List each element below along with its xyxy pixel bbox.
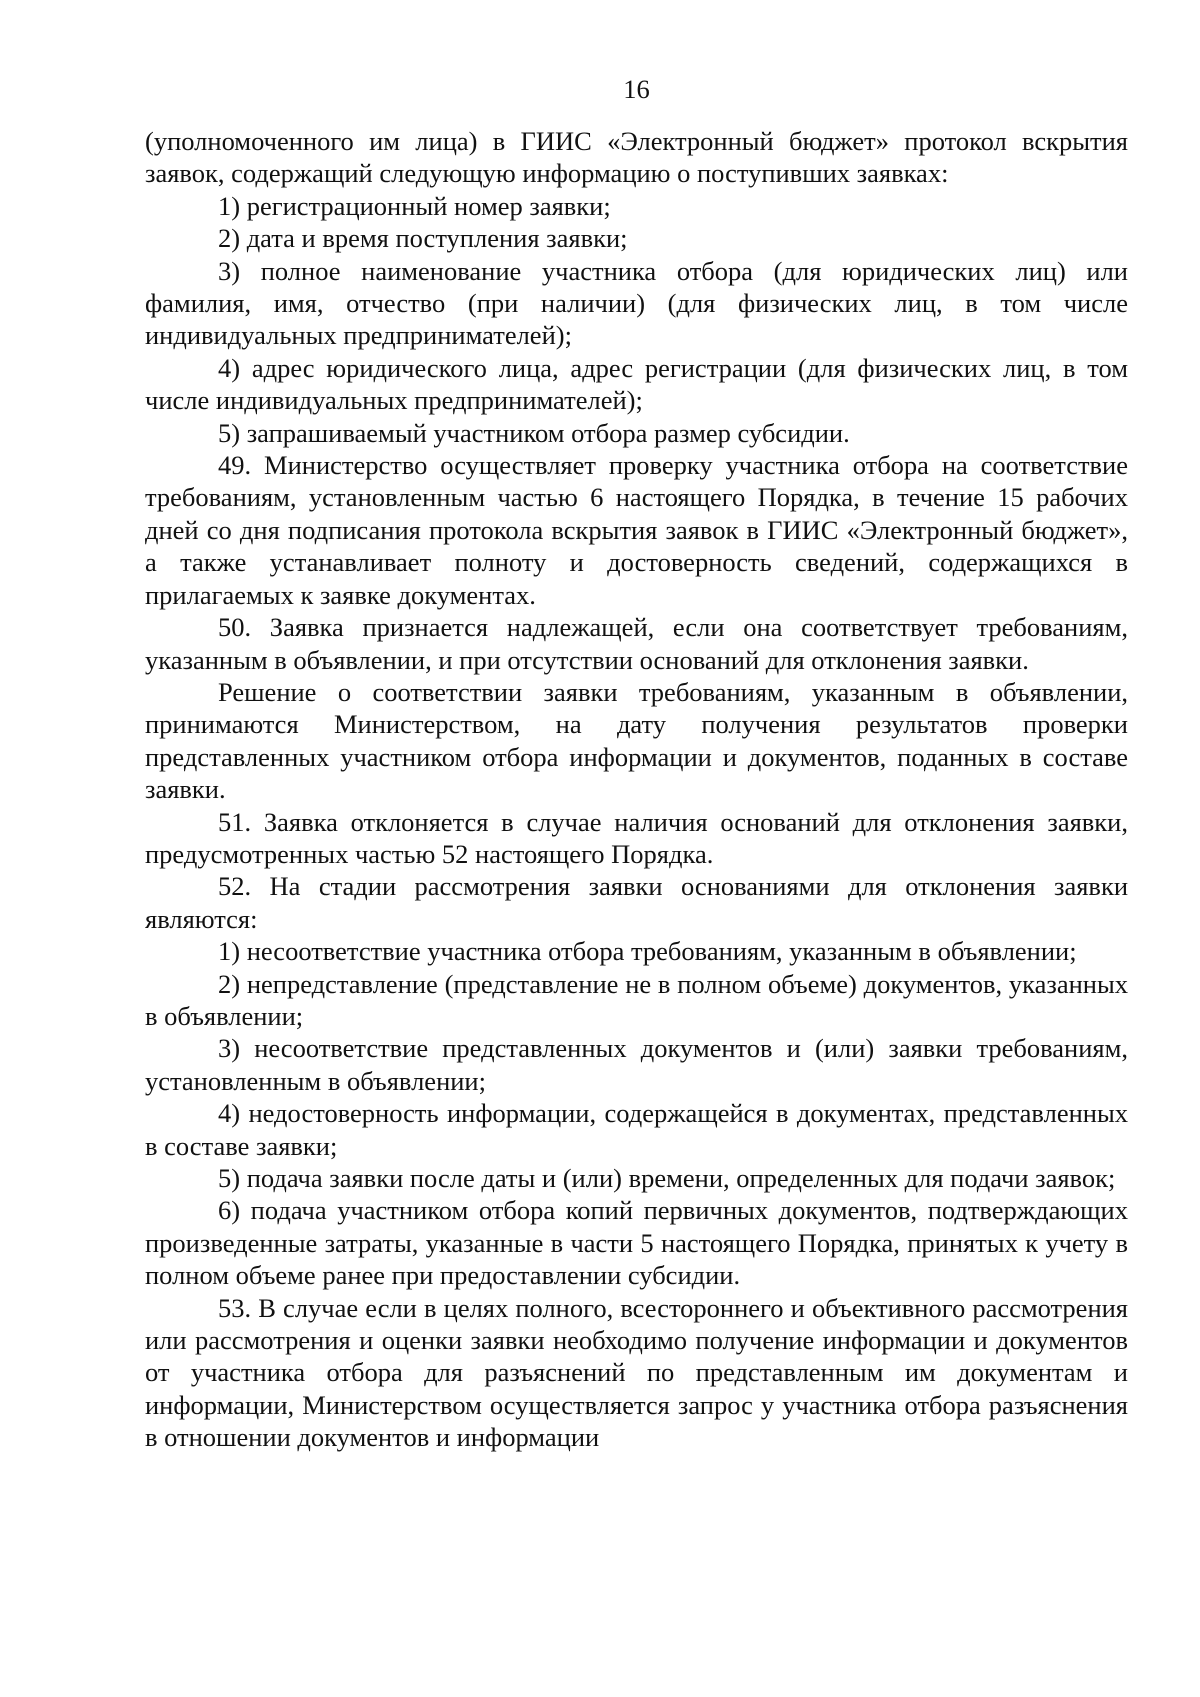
list-item-address: 4) адрес юридического лица, адрес регистрации (для физических лиц, в том числе индивидуальных предпринимателей); — [145, 352, 1128, 416]
clause-49: 49. Министерство осуществляет проверку участника отбора на соответствие требованиям, установленным частью 6 настоящего Порядка, в течение 15 рабочих дней со дня подписания протокола вскрытия заявок в ГИИС «Электронный бюджет», а также устанавливает полноту и достоверность сведений, содержащихся в прилагаемых к заявке документах. — [145, 450, 1128, 610]
list-item-subsidy-amount: 5) запрашиваемый участником отбора размер субсидии. — [218, 417, 850, 448]
clause-53: 53. В случае если в целях полного, всестороннего и объективного рассмотрения или рассмотрения и оценки заявки необходимо получение информации и документов от участника отбора для разъяснений по представленным им документам и информации, Министерством осуществляется запрос у участника отбора разъяснения в отношении документов и информации — [145, 1292, 1128, 1453]
list-item-date-time: 2) дата и время поступления заявки; — [218, 223, 628, 254]
clause-50-decision: Решение о соответствии заявки требованиям, указанным в объявлении, принимаются Министерством, на дату получения результатов проверки представленных участником отбора информации и документов, поданных в составе заявки. — [145, 676, 1128, 805]
paragraph-intro: (уполномоченного им лица) в ГИИС «Электронный бюджет» протокол вскрытия заявок, содержащий следующую информацию о поступивших заявках: — [145, 126, 1128, 189]
clause-51: 51. Заявка отклоняется в случае наличия оснований для отклонения заявки, предусмотренных частью 52 настоящего Порядка. — [145, 806, 1128, 869]
clause-52: 52. На стадии рассмотрения заявки основаниями для отклонения заявки являются: — [145, 871, 1128, 934]
clause-52-item-6: 6) подача участником отбора копий первичных документов, подтверждающих произведенные затраты, указанные в части 5 настоящего Порядка, принятых к учету в полном объеме ранее при предоставлении субсидии. — [145, 1195, 1128, 1291]
clause-52-item-3: 3) несоответствие представленных документов и (или) заявки требованиям, установленным в объявлении; — [145, 1033, 1128, 1096]
clause-52-item-2: 2) непредставление (представление не в полном объеме) документов, указанных в объявлении; — [145, 968, 1128, 1031]
document-body — [145, 125, 1128, 1454]
clause-50: 50. Заявка признается надлежащей, если она соответствует требованиям, указанным в объявлении, и при отсутствии оснований для отклонения заявки. — [145, 612, 1128, 675]
list-item-full-name: 3) полное наименование участника отбора (для юридических лиц) или фамилия, имя, отчество (при наличии) (для физических лиц, в том числе индивидуальных предпринимателей); — [145, 255, 1128, 351]
clause-52-item-4: 4) недостоверность информации, содержащейся в документах, представленных в составе заявки; — [145, 1098, 1128, 1161]
clause-52-item-5: 5) подача заявки после даты и (или) времени, определенных для подачи заявок; — [218, 1163, 1116, 1193]
list-item-registration-number: 1) регистрационный номер заявки; — [218, 190, 611, 221]
page-number: 16 — [623, 74, 650, 104]
clause-52-item-1: 1) несоответствие участника отбора требованиям, указанным в объявлении; — [218, 936, 1077, 967]
